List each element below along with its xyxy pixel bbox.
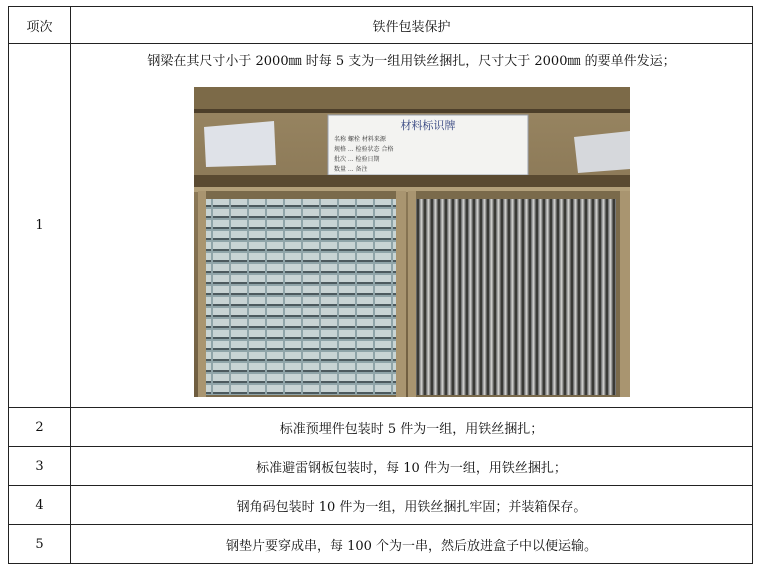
row-description: 钢梁在其尺寸小于 2000㎜ 时每 5 支为一组用铁丝捆扎，尺寸大于 2000㎜ 的要单件发运； <box>147 54 676 69</box>
table-row <box>9 447 753 486</box>
table-row <box>9 408 753 447</box>
table-row <box>9 44 753 408</box>
row-number: 3 <box>9 447 71 486</box>
packaging-table <box>8 6 753 564</box>
row-description: 钢角码包装时 10 件为一组，用铁丝捆扎牢固；并装箱保存。 <box>71 486 753 525</box>
row-number: 5 <box>9 525 71 564</box>
sign-line: 批次 ... 检验日期 <box>333 156 380 163</box>
row-description: 标准避雷钢板包装时，每 10 件为一组，用铁丝捆扎； <box>71 447 753 486</box>
header-protection: 铁件包装保护 <box>71 7 753 44</box>
row-description: 标准预埋件包装时 5 件为一组，用铁丝捆扎； <box>71 408 753 447</box>
table-row <box>9 525 753 564</box>
sign-line: 名称 螺栓 材料来源 <box>333 136 386 143</box>
row-description: 钢垫片要穿成串，每 100 个为一串，然后放进盒子中以便运输。 <box>71 525 753 564</box>
sign-title: 材料标识牌 <box>400 119 455 132</box>
packaging-photo <box>194 87 630 397</box>
table-row <box>9 486 753 525</box>
sign-line: 数量 ... 备注 <box>333 166 368 173</box>
sign-line: 规格 ... 检验状态 合格 <box>333 146 393 153</box>
row-content <box>71 44 753 408</box>
header-row <box>9 7 753 44</box>
header-item-no: 项次 <box>9 7 71 44</box>
row-number: 4 <box>9 486 71 525</box>
row-number: 2 <box>9 408 71 447</box>
row-number: 1 <box>9 44 71 408</box>
